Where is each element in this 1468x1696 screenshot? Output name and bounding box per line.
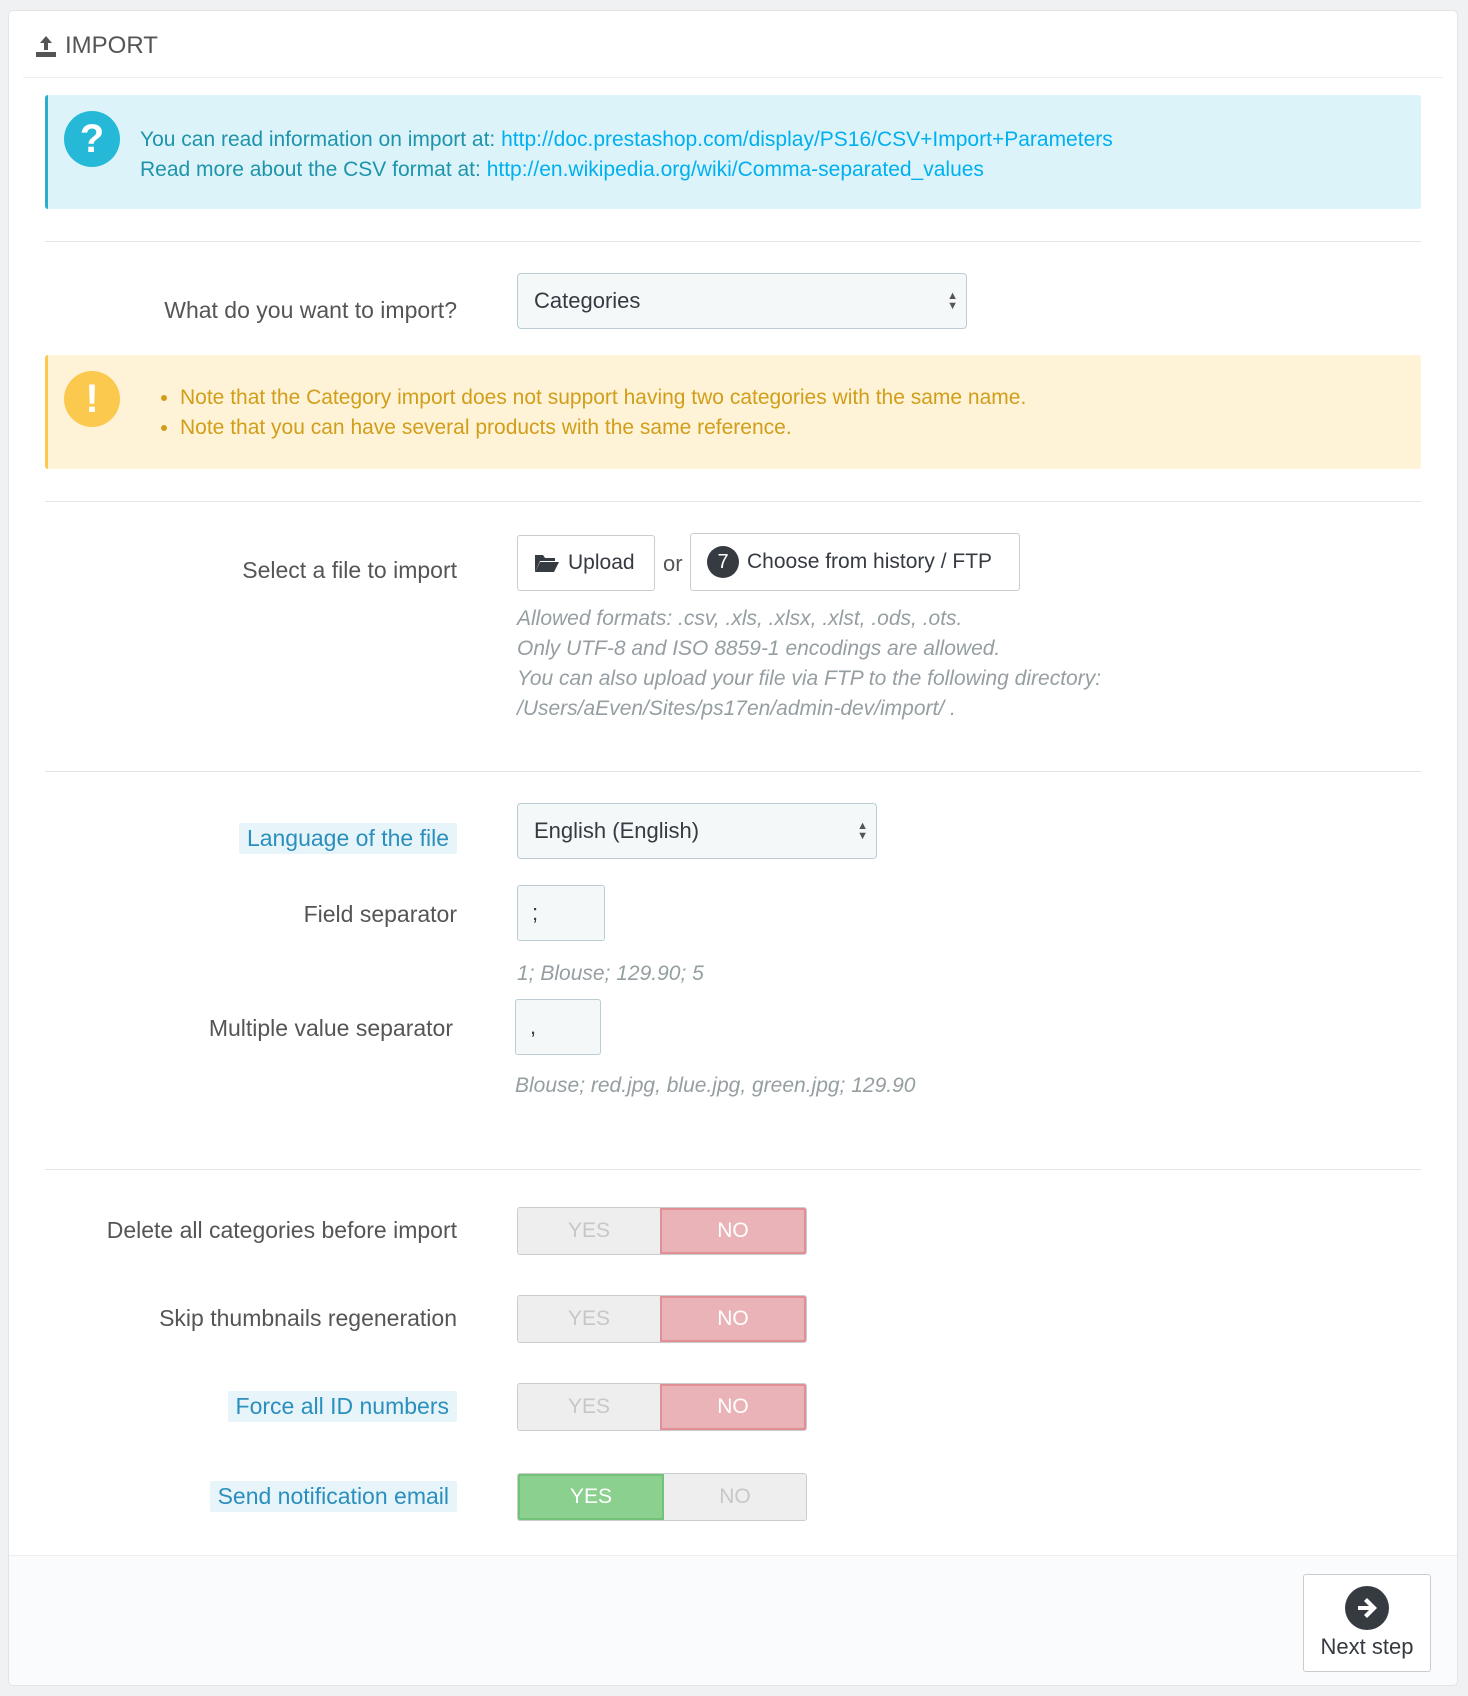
or-text: or [663,551,683,576]
import-type-value: Categories [534,288,641,313]
warning-item: • Note that you can have several products with the same reference. [180,413,1026,443]
language-value: English (English) [534,818,700,843]
arrow-right-circle-icon [1345,1586,1389,1630]
import-panel [8,10,1458,1686]
switch-no[interactable]: NO [660,1208,806,1254]
switch-no[interactable]: NO [660,1384,806,1430]
field-separator-label: Field separator [303,901,457,927]
switch-no[interactable]: NO [660,1296,806,1342]
field-separator-example: 1; Blouse; 129.90; 5 [517,962,704,985]
file-help-line: Allowed formats: .csv, .xls, .xlsx, .xlst, .ods, .ots. [517,607,963,630]
delete-categories-switch[interactable] [517,1207,807,1255]
multi-separator-example: Blouse; red.jpg, blue.jpg, green.jpg; 129.90 [515,1074,916,1097]
language-label[interactable]: Language of the file [239,823,457,854]
question-icon: ? [64,111,120,167]
panel-footer [9,1555,1457,1685]
file-help-text [517,604,1101,724]
multi-separator-input[interactable]: , [515,999,601,1055]
skip-thumbnails-switch[interactable] [517,1295,807,1343]
switch-no[interactable]: NO [664,1474,806,1520]
next-step-button[interactable] [1303,1574,1431,1672]
force-ids-label[interactable]: Force all ID numbers [228,1391,457,1422]
upload-button[interactable] [517,535,655,591]
notification-email-switch[interactable] [517,1473,807,1521]
field-separator-input[interactable]: ; [517,885,605,941]
language-select[interactable] [517,803,877,859]
switch-yes[interactable]: YES [518,1208,660,1254]
notification-email-label[interactable]: Send notification email [210,1481,457,1512]
file-label: Select a file to import [242,557,457,583]
force-ids-switch[interactable] [517,1383,807,1431]
warning-item: • Note that the Category import does not support having two categories with the same name. [180,383,1026,413]
toggle-label: Skip thumbnails regeneration [159,1305,457,1331]
doc-link[interactable]: http://doc.prestashop.com/display/PS16/CSV+Import+Parameters [501,128,1113,151]
toggle-label: Delete all categories before import [106,1217,457,1243]
file-help-line: You can also upload your file via FTP to the following directory: [517,667,1102,690]
divider [45,771,1421,772]
info-alert [45,95,1421,209]
history-count-badge: 7 [707,546,739,578]
history-ftp-button[interactable] [690,533,1020,591]
switch-yes[interactable]: YES [518,1296,660,1342]
upload-icon [33,33,59,59]
import-type-label: What do you want to import? [164,297,457,323]
info-line1-text: You can read information on import at: [140,128,502,151]
page-title: IMPORT [65,32,158,59]
divider [45,241,1421,242]
divider [45,1169,1421,1170]
exclamation-icon: ! [64,371,120,427]
switch-yes[interactable]: YES [518,1384,660,1430]
next-step-label: Next step [1320,1634,1414,1659]
folder-open-icon [534,552,560,574]
select-arrows-icon: ▲ ▼ [857,820,868,842]
file-help-line: Only UTF-8 and ISO 8859-1 encodings are allowed. [517,637,1001,660]
warning-alert [45,355,1421,469]
csv-wiki-link[interactable]: http://en.wikipedia.org/wiki/Comma-separated_values [486,158,984,181]
import-type-select[interactable] [517,273,967,329]
file-help-line: /Users/aEven/Sites/ps17en/admin-dev/import/ . [517,697,956,720]
upload-label: Upload [568,551,635,574]
panel-heading [23,23,1443,78]
switch-yes[interactable]: YES [518,1474,664,1520]
multi-separator-label: Multiple value separator [208,1015,453,1041]
info-line2-text: Read more about the CSV format at: [140,158,487,181]
history-label: Choose from history / FTP [747,550,993,573]
select-arrows-icon: ▲ ▼ [947,290,958,312]
divider [45,501,1421,502]
